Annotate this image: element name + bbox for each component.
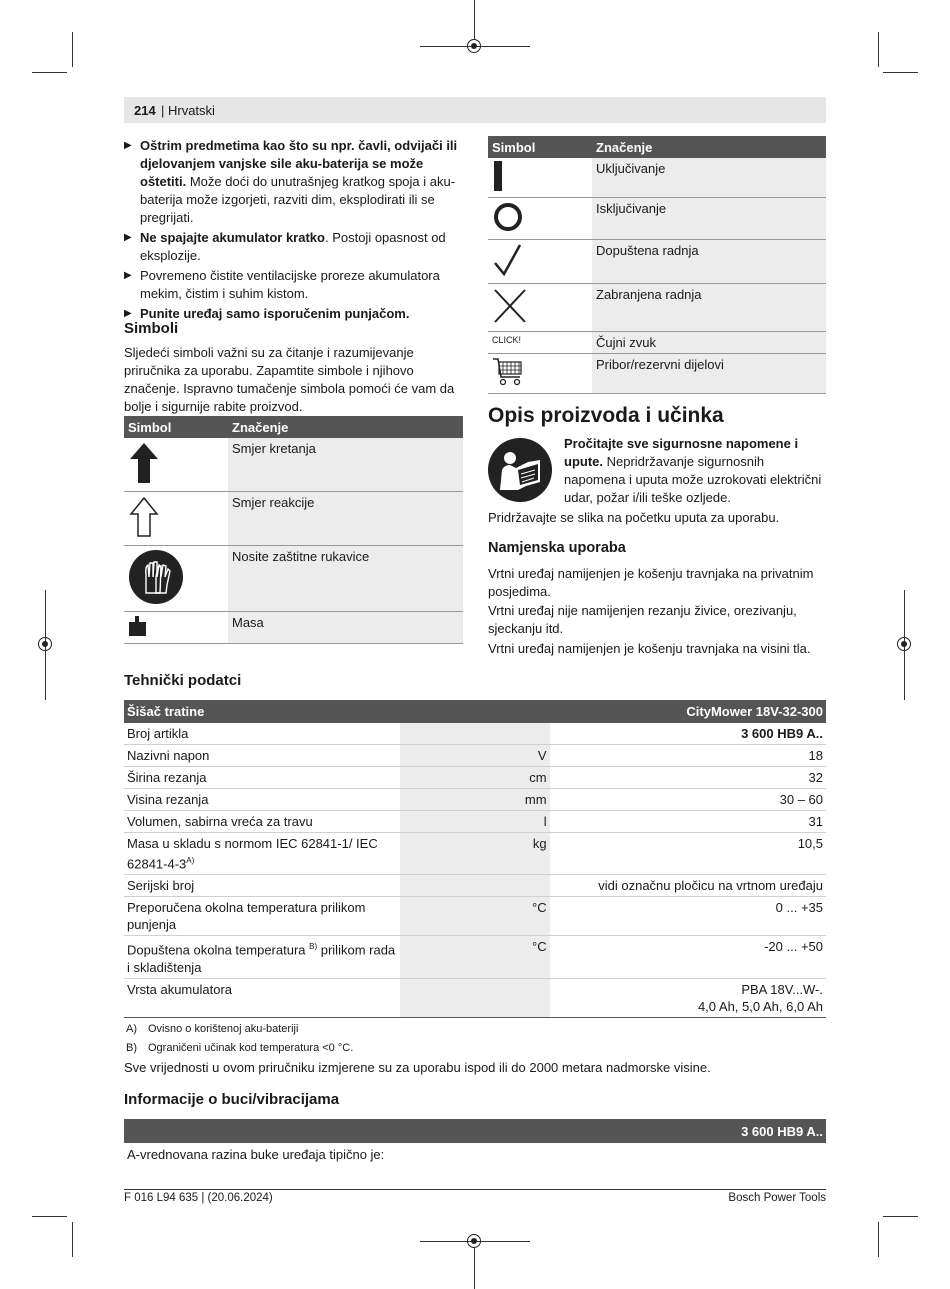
footnote-a: Ovisno o korištenoj aku-bateriji	[148, 1023, 299, 1035]
registration-mark-icon	[897, 637, 911, 651]
meaning-cell: Nosite zaštitne rukavice	[228, 546, 463, 612]
click-label: CLICK!	[488, 332, 592, 354]
symbol-cell	[124, 612, 228, 644]
tech-data-table	[124, 700, 826, 1018]
symbol-cell	[124, 438, 228, 492]
altitude-note: Sve vrijednosti u ovom priručniku izmjerene su za uporabu ispod ili do 2000 metara nadmorske visine.	[124, 1060, 711, 1075]
meaning-cell: Dopuštena radnja	[592, 240, 826, 284]
footnote-b-mark: B)	[126, 1042, 137, 1054]
filled-arrow-up-icon	[128, 441, 160, 485]
crop-mark	[878, 1222, 879, 1257]
cross-icon	[492, 287, 528, 325]
section-title-tech: Tehnički podatci	[124, 672, 242, 689]
table-row: Volumen, sabirna vreća za travu l 31	[124, 811, 826, 833]
outline-arrow-up-icon	[128, 495, 160, 539]
page-header	[124, 97, 826, 123]
symbols-intro: Sljedeći simboli važni su za čitanje i razumijevanje priručnika za uporabu. Zapamtite simbole i njihovo značenje. Ispravno tumačenje simbola pomoći će vam da bolje i sigurnije rabite proizvod.	[124, 345, 455, 414]
footnote-b: Ograničeni učinak kod temperatura <0 °C.	[148, 1042, 354, 1054]
crop-mark	[883, 1216, 918, 1217]
bullet-item: ▶ Punite uređaj samo isporučenim punjačom.	[124, 305, 464, 323]
symbol-cell	[488, 240, 592, 284]
footer-divider	[124, 1189, 826, 1190]
tech-head-right: CityMower 18V-32-300	[550, 700, 826, 723]
meaning-cell: Čujni zvuk	[592, 332, 826, 354]
weight-icon	[128, 615, 148, 637]
section-title-product: Opis proizvoda i učinka	[488, 404, 724, 427]
bullet-item: ▶ Oštrim predmetima kao što su npr. čavli, odvijači ili djelovanjem vanjske sile aku-baterija se može oštetiti. Može doći do unutrašnjeg kratkog spoja i aku-baterija može izgorjeti, razviti dim, eksplodirati ili se pregrijati.	[124, 137, 464, 227]
meaning-cell: Isključivanje	[592, 198, 826, 240]
symbol-cell	[488, 284, 592, 332]
table-row: Nazivni napon V 18	[124, 745, 826, 767]
gloves-icon	[128, 549, 184, 605]
intended-use-p3: Vrtni uređaj namijenjen je košenju travnjaka na visini tla.	[488, 641, 811, 656]
crop-mark	[32, 1216, 67, 1217]
col-meaning: Značenje	[228, 416, 463, 438]
figure-note: Pridržavajte se slika na početku uputa za uporabu.	[488, 510, 780, 525]
footer-doc-id: F 016 L94 635 | (20.06.2024)	[124, 1192, 273, 1204]
crop-mark	[474, 0, 475, 40]
noise-text: A-vrednovana razina buke uređaja tipično je:	[127, 1147, 385, 1162]
symbol-table-right	[488, 136, 826, 394]
table-row: Visina rezanja mm 30 – 60	[124, 789, 826, 811]
bullet-item: ▶ Ne spajajte akumulator kratko. Postoji opasnost od eksplozije.	[124, 229, 464, 265]
col-meaning: Značenje	[592, 136, 826, 158]
crop-mark	[878, 32, 879, 67]
intended-use-p1: Vrtni uređaj namijenjen je košenju travnjaka na privatnim posjedima.	[488, 566, 814, 599]
meaning-cell: Uključivanje	[592, 158, 826, 198]
symbol-cell	[124, 546, 228, 612]
symbol-table-left	[124, 416, 463, 644]
crop-mark	[883, 72, 918, 73]
meaning-cell: Smjer kretanja	[228, 438, 463, 492]
section-title-intended-use: Namjenska uporaba	[488, 540, 626, 556]
section-title-symbols: Simboli	[124, 320, 179, 337]
symbol-cell	[488, 354, 592, 394]
col-symbol: Simbol	[488, 136, 592, 158]
meaning-cell: Pribor/rezervni dijelovi	[592, 354, 826, 394]
footer-brand: Bosch Power Tools	[728, 1192, 826, 1204]
meaning-cell: Masa	[228, 612, 463, 644]
off-circle-icon	[492, 201, 524, 233]
shopping-cart-icon	[492, 357, 524, 387]
safety-warning: Pročitajte sve sigurnosne napomene i upute. Nepridržavanje sigurnosnih napomena i uputa može uzrokovati električni udar, požar i/ili teške ozljede.	[564, 436, 822, 505]
table-row: Serijski broj vidi označnu pločicu na vrtnom uređaju	[124, 875, 826, 897]
crop-mark	[32, 72, 67, 73]
meaning-cell: Zabranjena radnja	[592, 284, 826, 332]
page-number: 214	[134, 103, 156, 118]
symbol-cell	[124, 492, 228, 546]
table-row: Broj artikla 3 600 HB9 A..	[124, 723, 826, 745]
table-row: Dopuštena okolna temperatura $^{B)}$ prilikom rada i skladištenja °C -20 ... +50	[124, 936, 826, 978]
bullet-item: ▶ Povremeno čistite ventilacijske proreze akumulatora mekim, čistim i suhim kistom.	[124, 267, 464, 303]
noise-table-header: 3 600 HB9 A..	[124, 1119, 826, 1143]
table-row: Vrsta akumulatora PBA 18V...W-. 4,0 Ah, 5,0 Ah, 6,0 Ah	[124, 978, 826, 1017]
table-row: Masa u skladu s normom IEC 62841-1/ IEC $62841-4-3^{A)}$ kg 10,5	[124, 833, 826, 875]
checkmark-icon	[492, 243, 524, 277]
table-row: Širina rezanja cm 32	[124, 767, 826, 789]
crop-mark	[72, 1222, 73, 1257]
section-title-noise: Informacije o buci/vibracijama	[124, 1091, 340, 1108]
meaning-cell: Smjer reakcije	[228, 492, 463, 546]
registration-mark-icon	[467, 1234, 481, 1248]
read-manual-icon	[488, 438, 552, 502]
registration-mark-icon	[38, 637, 52, 651]
on-bar-icon	[492, 161, 506, 191]
crop-mark	[72, 32, 73, 67]
symbol-cell	[488, 198, 592, 240]
registration-mark-icon	[467, 39, 481, 53]
tech-head-left: Šišač tratine	[124, 700, 550, 723]
symbol-cell	[488, 158, 592, 198]
footnote-a-mark: A)	[126, 1023, 137, 1035]
crop-mark	[474, 1248, 475, 1289]
intended-use-p2: Vrtni uređaj nije namijenjen rezanju živice, orezivanju, sjeckanju itd.	[488, 603, 797, 636]
safety-bullets	[124, 137, 464, 325]
table-row: Preporučena okolna temperatura prilikom punjenja °C 0 ... +35	[124, 897, 826, 936]
language-label: | Hrvatski	[161, 103, 215, 118]
col-symbol: Simbol	[124, 416, 228, 438]
